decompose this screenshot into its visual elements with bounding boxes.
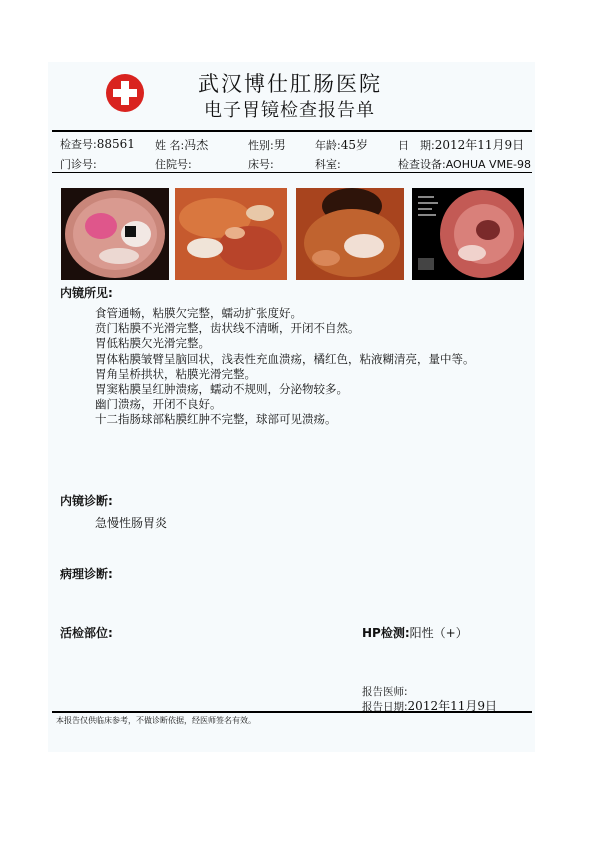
finding-line: 胃角呈桥拱状，粘膜光滑完整。 [95,366,256,381]
hp-test [362,624,468,641]
finding-line: 胃体粘膜皱臂呈脑回状，浅表性充血溃疡，橘红色，粘液糊清亮，量中等。 [95,351,475,366]
findings-label: 内镜所见: [60,286,113,300]
dept-field: 科室: [315,158,341,171]
doctor-field: 报告医师: [362,686,408,698]
exam-no-field: 检查号:88561 [60,137,135,151]
outpatient-field: 门诊号: [60,158,97,171]
diagnosis-label: 内镜诊断: [60,494,113,508]
bed-field: 床号: [248,158,274,171]
finding-line: 贲门粘膜不光滑完整，齿状线不清晰，开闭不自然。 [95,321,360,336]
endoscopy-image-4 [412,188,524,280]
endoscopy-image-3 [296,188,404,280]
header-divider [52,130,532,132]
biopsy-label: 活检部位: [60,626,113,640]
inpatient-field: 住院号: [155,158,192,171]
finding-line: 幽门溃疡，开闭不良好。 [95,397,222,412]
info-divider [52,172,532,173]
finding-line: 胃低粘膜欠光滑完整。 [95,336,210,351]
endoscopy-image-1 [61,188,169,280]
report-title: 电子胃镜检查报告单 [204,100,375,121]
endoscopy-image-2 [175,188,287,280]
findings-text [95,306,475,428]
hospital-name: 武汉博仕肛肠医院 [198,72,382,96]
device-field: 检查设备:AOHUA VME-98 [398,158,531,171]
date-field: 日 期:2012年11月9日 [398,138,525,152]
footer-note: 本报告仅供临床参考，不做诊断依据，经医师签名有效。 [56,716,256,725]
red-cross-logo-icon [106,74,144,112]
name-field: 姓 名:冯杰 [155,138,209,152]
hp-label: HP检测: [362,626,410,640]
finding-line: 胃窦粘膜呈红肿溃疡，蠕动不规则，分泌物较多。 [95,382,348,397]
sex-field: 性别:男 [248,138,286,152]
finding-line: 食管通畅，粘膜欠完整，蠕动扩张度好。 [95,306,302,320]
report-date-field: 报告日期:2012年11月9日 [362,699,497,713]
hp-value: 阳性（+） [409,626,468,640]
footer-divider [52,711,532,713]
finding-line: 十二指肠球部粘膜红肿不完整，球部可见溃疡。 [95,412,337,427]
diagnosis-value: 急慢性肠胃炎 [95,516,168,530]
pathology-label: 病理诊断: [60,567,113,581]
age-field: 年龄:45岁 [315,138,368,152]
